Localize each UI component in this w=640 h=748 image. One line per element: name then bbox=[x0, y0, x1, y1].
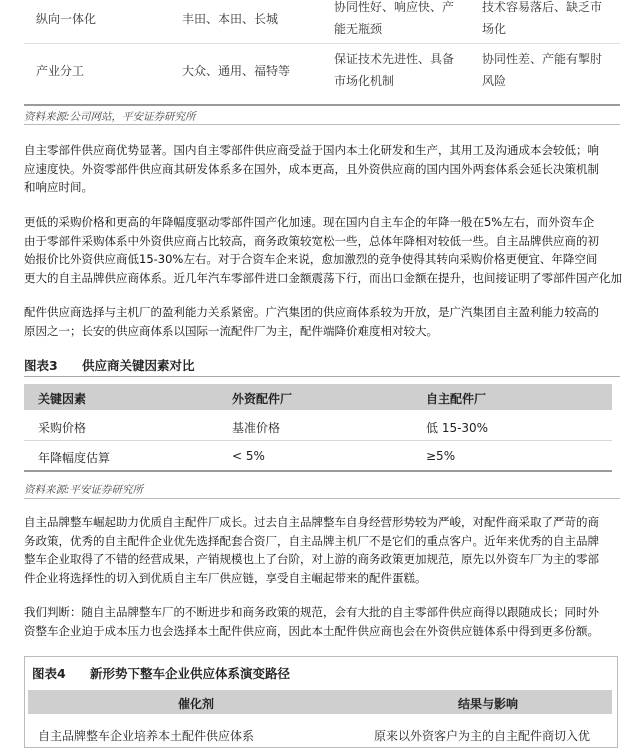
figure4-title: 图表4 新形势下整车企业供应体系演变路径 bbox=[32, 666, 291, 681]
cell-examples: 大众、通用、福特等 bbox=[182, 64, 291, 78]
header-catalyst: 催化剂 bbox=[178, 697, 215, 711]
row-divider bbox=[24, 440, 612, 441]
header-domestic-supplier: 自主配件厂 bbox=[426, 392, 487, 406]
paragraph-judgement: 我们判断：随自主品牌整车厂的不断进步和商务政策的规范，会有大批的自主零部件供应商得以跟随成长；同时外 资整车企业迫于成本压力也会选择本土配件供应商，因此本土配件供应商也会在外资供应链体系中得到更多份额。 bbox=[24, 605, 599, 638]
cell-pros: 保证技术先进性、具备 市场化机制 bbox=[334, 52, 455, 88]
figure3-source: 资料来源:平安证券研究所 bbox=[24, 484, 144, 496]
header-foreign-supplier: 外资配件厂 bbox=[232, 392, 293, 406]
cell-foreign: < 5% bbox=[232, 449, 265, 463]
source-rule bbox=[24, 124, 620, 125]
figure3-header-row bbox=[24, 384, 612, 410]
table-bottom-rule bbox=[24, 104, 620, 106]
cell-domestic: 低 15-30% bbox=[426, 421, 489, 435]
strategy-table bbox=[0, 0, 640, 108]
cell-cons: 协同性差、产能有掣肘 风险 bbox=[482, 52, 603, 88]
header-key-factor: 关键因素 bbox=[38, 392, 87, 406]
cell-catalyst: 自主品牌整车企业培养本土配件供应体系 bbox=[38, 729, 255, 743]
paragraph-domestic-rise: 自主品牌整车崛起助力优质自主配件厂成长。过去自主品牌整车自身经营形势较为严峻，对配件商采取了严苛的商 务政策，优秀的自主配件企业优先选择配套合资厂，自主品牌主机厂不是它们的重点客户。近年来优秀的自主品牌 整车企业取得了不错的经营成果，产销规模也上了台阶，对上游的商务政策更加规范，原先以外资车厂为主的零部 件企业将选择性的切入到优质自主车厂供应链，享受自主崛起带来的配件蛋糕。 bbox=[24, 515, 599, 585]
cell-factor: 年降幅度估算 bbox=[38, 451, 111, 465]
paragraph-profitability: 配件供应商选择与主机厂的盈利能力关系紧密。广汽集团的供应商体系较为开放，是广汽集团自主盈利能力较高的 原因之一；长安的供应商体系以国际一流配件厂为主，配件端降价难度相对较大。 bbox=[24, 305, 599, 338]
figure4-header-row bbox=[28, 690, 612, 714]
cell-domestic: ≥5% bbox=[426, 449, 456, 463]
cell-examples: 丰田、本田、长城 bbox=[182, 12, 279, 26]
cell-factor: 采购价格 bbox=[38, 421, 87, 435]
cell-mode: 产业分工 bbox=[36, 64, 85, 78]
figure3-source-rule bbox=[24, 498, 620, 499]
figure3-bottom-rule bbox=[24, 470, 612, 472]
header-result: 结果与影响 bbox=[458, 697, 519, 711]
figure3-title: 图表3 供应商关键因素对比 bbox=[24, 358, 195, 373]
row-divider bbox=[24, 43, 620, 44]
paragraph-localization: 更低的采购价格和更高的年降幅度驱动零部件国产化加速。现在国内自主车企的年降一般在5%左右，而外资车企 由于零部件采购体系中外资供应商占比较高，商务政策较宽松一些，总体年降相对较低一些。自主品牌供应商的初 始报价比外资供应商低15-30%左右。对于合资车企来说，愈加激烈的竞争使得其转向采购价格更便宜、年降空间 更大的自主品牌供应商体系。近几年汽车零部件进口金额震荡下行，而出口金额在提升，也间接证明了零部件国产化加 bbox=[24, 215, 622, 285]
figure3-title-rule bbox=[24, 376, 620, 377]
paragraph-supplier-advantage: 自主零部件供应商优势显著。国内自主零部件供应商受益于国内本土化研发和生产，其用工及沟通成本会较低；响 应速度快。外资零部件供应商其研发体系多在国外，成本更高，且外资供应商的国内国外两套体系会延长决策机制 和响应时间。 bbox=[24, 143, 599, 194]
cell-cons: 技术容易落后、缺乏市 场化 bbox=[482, 0, 603, 36]
table1-source: 资料来源:公司网站，平安证券研究所 bbox=[24, 111, 196, 123]
cell-result: 原来以外资客户为主的自主配件商切入优 bbox=[374, 729, 591, 743]
cell-pros: 协同性好、响应快、产 能无瓶颈 bbox=[334, 0, 455, 36]
cell-foreign: 基准价格 bbox=[232, 421, 281, 435]
cell-mode: 纵向一体化 bbox=[36, 12, 97, 26]
